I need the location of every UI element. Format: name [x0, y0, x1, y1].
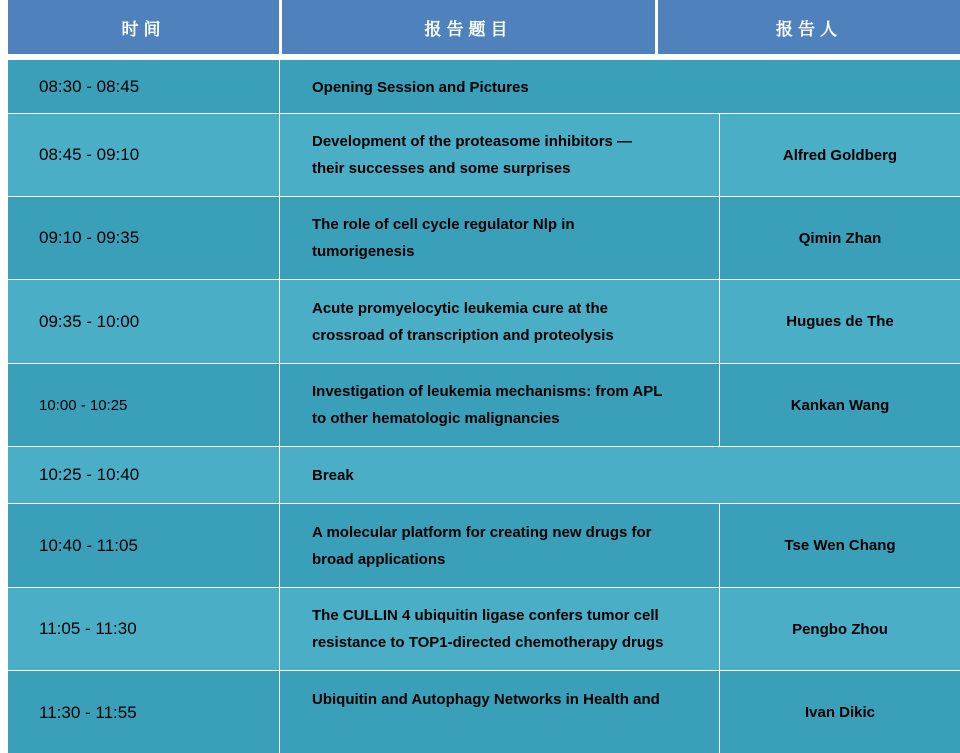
topic-line: Investigation of leukemia mechanisms: from APL	[312, 383, 663, 400]
topic-line: A molecular platform for creating new drugs for	[312, 523, 652, 541]
speaker-cell: Hugues de The	[719, 280, 960, 363]
topic-cell	[281, 671, 719, 753]
time-cell: 10:00 - 10:25	[8, 364, 280, 446]
topic-line: tumorigenesis	[312, 243, 415, 260]
topic-cell	[281, 60, 960, 114]
header-topic: 报告题目	[282, 0, 655, 54]
time-cell: 08:45 - 09:10	[8, 114, 280, 196]
topic-line: The role of cell cycle regulator Nlp in	[312, 216, 575, 233]
topic-cell	[281, 114, 719, 196]
topic-cell	[281, 364, 719, 446]
topic-line: crossroad of transcription and proteolysis	[312, 326, 614, 344]
topic-line: Development of the proteasome inhibitors —	[312, 133, 633, 150]
time-cell: 11:30 - 11:55	[8, 671, 280, 753]
topic-line: Break	[312, 466, 354, 484]
speaker-cell: Ivan Dikic	[719, 671, 960, 753]
schedule-row	[8, 279, 960, 363]
schedule-row	[8, 587, 960, 670]
speaker-cell: Tse Wen Chang	[719, 504, 960, 587]
speaker-cell: Kankan Wang	[719, 364, 960, 446]
schedule-row	[8, 58, 960, 114]
schedule-row	[8, 503, 960, 587]
topic-cell	[281, 280, 719, 363]
topic-line: Opening Session and Pictures	[312, 78, 529, 96]
schedule-row	[8, 113, 960, 196]
schedule-row	[8, 196, 960, 279]
schedule-row	[8, 363, 960, 446]
schedule-row	[8, 670, 960, 753]
speaker-cell: Qimin Zhan	[719, 197, 960, 279]
topic-cell	[281, 197, 719, 279]
time-cell: 10:25 - 10:40	[8, 447, 280, 503]
time-cell: 10:40 - 11:05	[8, 504, 280, 587]
topic-line: Ubiquitin and Autophagy Networks in Health and	[312, 691, 660, 708]
schedule-row	[8, 446, 960, 503]
topic-line: their successes and some surprises	[312, 160, 571, 177]
topic-line: The CULLIN 4 ubiquitin ligase confers tumor cell	[312, 607, 659, 624]
time-cell: 08:30 - 08:45	[8, 60, 280, 114]
topic-line: broad applications	[312, 550, 446, 568]
speaker-cell: Pengbo Zhou	[719, 588, 960, 670]
topic-line: Acute promyelocytic leukemia cure at the	[312, 299, 608, 317]
header-time: 时间	[8, 0, 279, 54]
topic-cell	[281, 447, 960, 503]
topic-cell	[281, 504, 719, 587]
topic-line: resistance to TOP1-directed chemotherapy drugs	[312, 634, 664, 651]
time-cell: 11:05 - 11:30	[8, 588, 280, 670]
speaker-cell: Alfred Goldberg	[719, 114, 960, 196]
topic-line: to other hematologic malignancies	[312, 410, 560, 427]
time-cell: 09:35 - 10:00	[8, 280, 280, 363]
header-speaker: 报告人	[658, 0, 960, 54]
topic-cell	[281, 588, 719, 670]
time-cell: 09:10 - 09:35	[8, 197, 280, 279]
